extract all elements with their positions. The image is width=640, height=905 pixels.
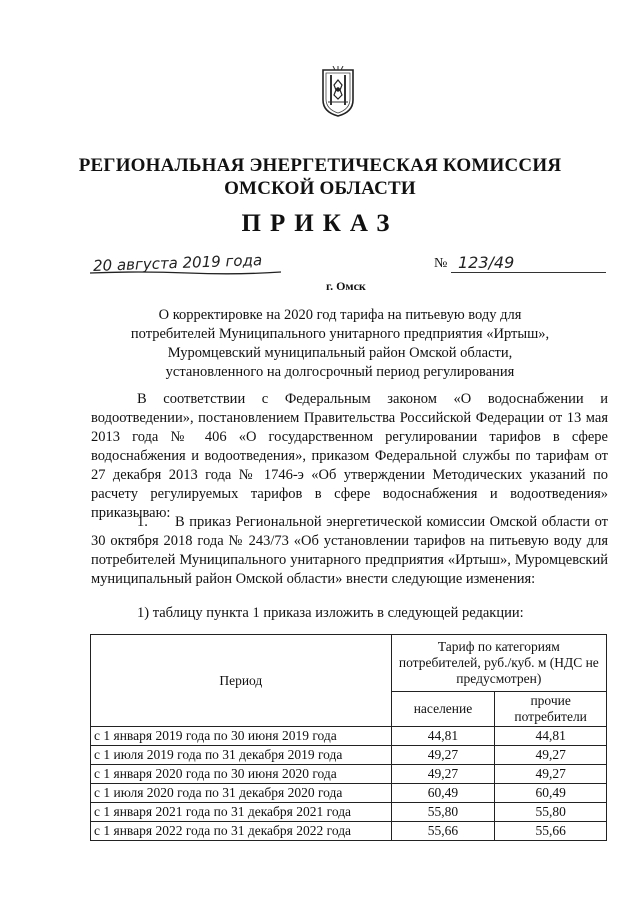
- subitem-1-text: 1) таблицу пункта 1 приказа изложить в следующей редакции:: [137, 605, 524, 621]
- population-tariff-cell: 49,27: [391, 765, 495, 784]
- period-cell: с 1 июля 2020 года по 31 декабря 2020 года: [91, 784, 392, 803]
- item-1-paragraph: [91, 513, 608, 589]
- header-other-consumers: прочие потребители: [495, 692, 607, 727]
- population-tariff-cell: 55,66: [391, 822, 495, 841]
- preamble-paragraph: [91, 390, 608, 523]
- table-row: [91, 803, 607, 822]
- coat-of-arms-emblem: [321, 66, 355, 118]
- item-1-text: 1. В приказ Региональной энергетической комиссии Омской области от 30 октября 2018 года № 243/73 «Об установлении тарифов на питьевую воду для потребителей Муниципального унитарного предприятия «Иртыш», Муромцевский муниципальный район Омской области» внести следующие изменения:: [91, 514, 608, 587]
- document-type-title: ПРИКАЗ: [241, 210, 399, 237]
- header-population: население: [391, 692, 495, 727]
- table-row: [91, 822, 607, 841]
- other-tariff-cell: 44,81: [495, 727, 607, 746]
- order-subject: [100, 306, 580, 382]
- subject-line: Муромцевский муниципальный район Омской области,: [167, 345, 513, 361]
- subject-line: установленного на долгосрочный период регулирования: [165, 364, 515, 380]
- population-tariff-cell: 60,49: [391, 784, 495, 803]
- other-tariff-cell: 49,27: [495, 765, 607, 784]
- population-tariff-cell: 44,81: [391, 727, 495, 746]
- tariff-table: [90, 634, 607, 841]
- other-tariff-cell: 55,80: [495, 803, 607, 822]
- table-row: [91, 784, 607, 803]
- date-underline: [88, 270, 283, 276]
- population-tariff-cell: 49,27: [391, 746, 495, 765]
- header-period: Период: [91, 635, 392, 727]
- period-cell: с 1 января 2019 года по 30 июня 2019 года: [91, 727, 392, 746]
- period-cell: с 1 января 2022 года по 31 декабря 2022 года: [91, 822, 392, 841]
- population-tariff-cell: 55,80: [391, 803, 495, 822]
- other-tariff-cell: 49,27: [495, 746, 607, 765]
- table-row: [91, 746, 607, 765]
- city-label: г. Омск: [326, 279, 366, 293]
- number-underline: [451, 272, 606, 273]
- subject-line: О корректировке на 2020 год тарифа на питьевую воду для: [158, 307, 522, 323]
- preamble-text: В соответствии с Федеральным законом «О водоснабжении и водоотведении», постановлением Правительства Российской Федерации от 13 мая 2013 года № 406 «О государственном регулировании тарифов в сфере водоснабжения и водоотведения», приказом Федеральной службы по тарифам от 27 декабря 2013 года № 1746-э «Об утверждении Методических указаний по расчету регулируемых тарифов в сфере водоснабжения и водоотведения» приказываю:: [91, 391, 608, 521]
- handwritten-order-number: 123/49: [458, 253, 515, 272]
- table-row: [91, 765, 607, 784]
- period-cell: с 1 июля 2019 года по 31 декабря 2019 года: [91, 746, 392, 765]
- organization-name-line1: РЕГИОНАЛЬНАЯ ЭНЕРГЕТИЧЕСКАЯ КОМИССИЯ: [78, 155, 562, 176]
- subitem-1-paragraph: [91, 604, 608, 623]
- organization-name-line2: ОМСКОЙ ОБЛАСТИ: [224, 178, 416, 199]
- other-tariff-cell: 55,66: [495, 822, 607, 841]
- period-cell: с 1 января 2021 года по 31 декабря 2021 года: [91, 803, 392, 822]
- handwritten-date: 20 августа 2019 года: [92, 251, 263, 275]
- header-tariff: Тариф по категориям потребителей, руб./куб. м (НДС не предусмотрен): [391, 635, 606, 692]
- table-row: [91, 727, 607, 746]
- other-tariff-cell: 60,49: [495, 784, 607, 803]
- subject-line: потребителей Муниципального унитарного предприятия «Иртыш»,: [130, 326, 550, 342]
- period-cell: с 1 января 2020 года по 30 июня 2020 года: [91, 765, 392, 784]
- number-sign: №: [434, 256, 448, 271]
